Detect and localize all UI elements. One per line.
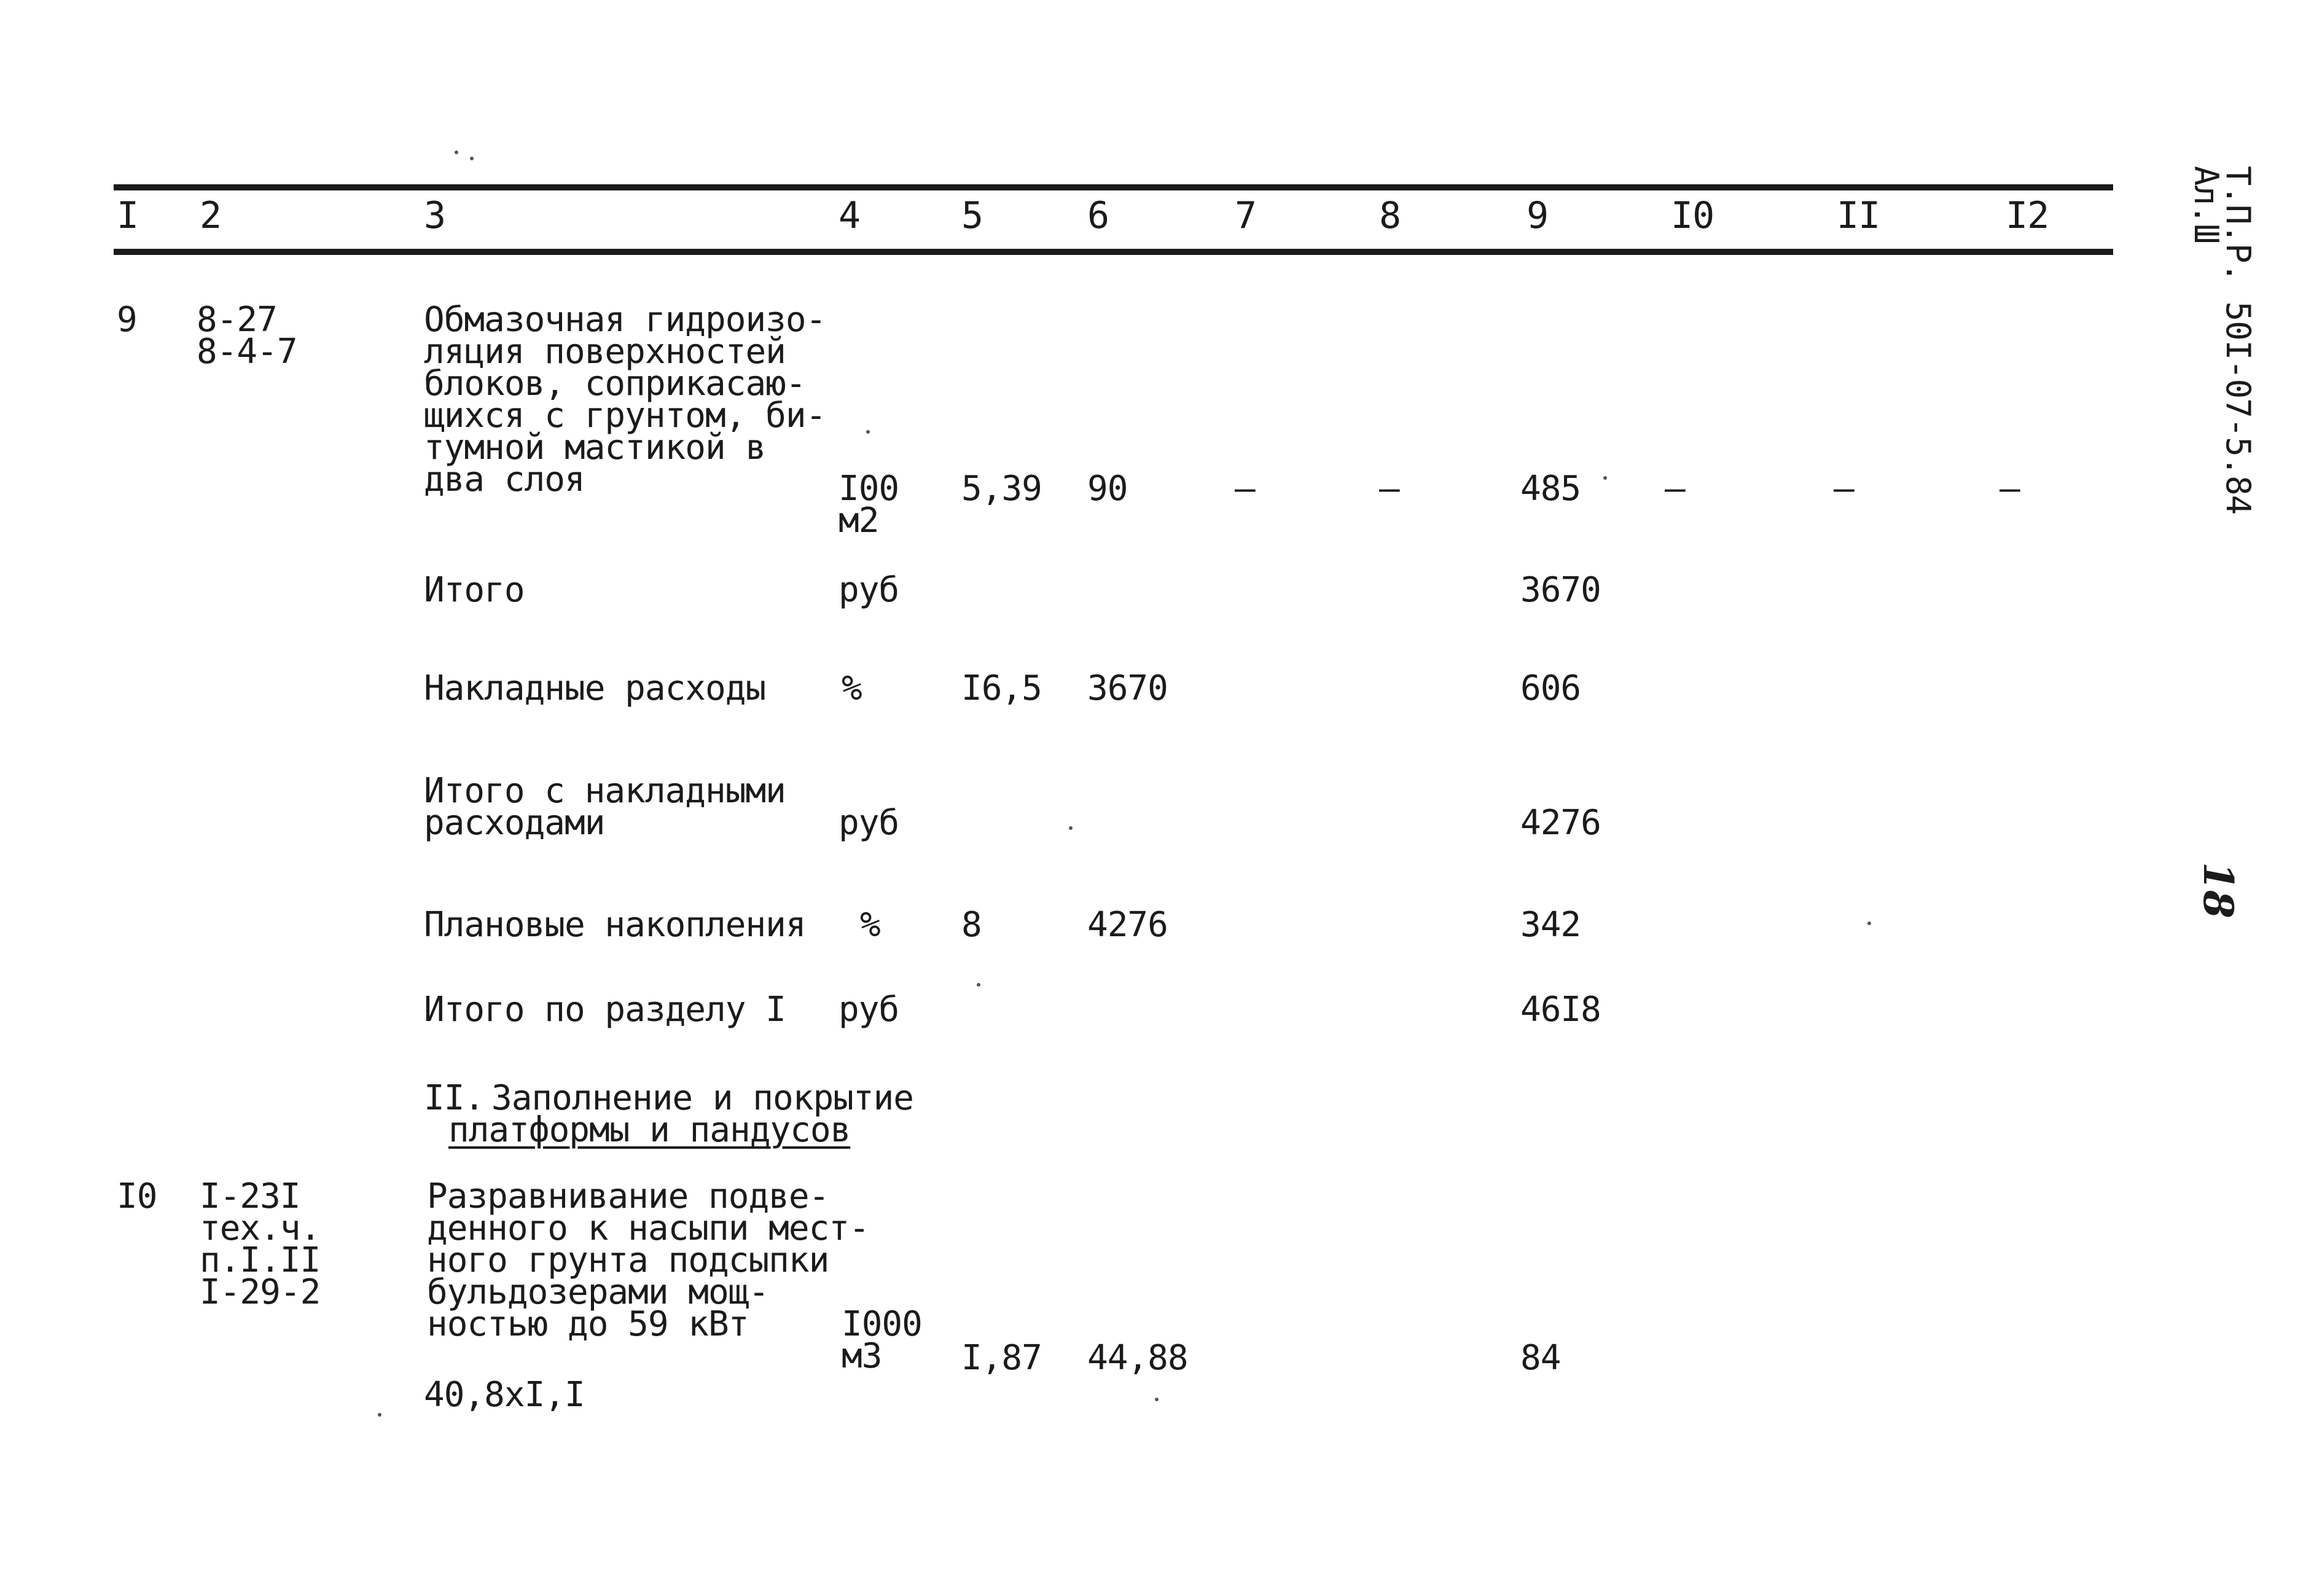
col-header-1: I (117, 194, 139, 237)
document-code: Т.П.Р. 50I-07-5.84 (2219, 166, 2258, 515)
scan-speck (1069, 826, 1073, 830)
row-col9: 84 (1520, 1338, 1561, 1378)
row-number: 9 (117, 300, 137, 340)
scan-speck (455, 151, 458, 154)
row-unit: руб (838, 570, 899, 610)
col-header-11: II (1837, 194, 1880, 237)
row-description: Обмазочная гидроизо- ляция поверхностей блоков, соприкасаю- щихся с грунтом, би- тумной мастикой в два слоя (424, 300, 826, 499)
row-col5: I6,5 (961, 668, 1042, 708)
row-unit: % (842, 668, 862, 708)
col-header-7: 7 (1235, 194, 1257, 237)
scan-speck (866, 430, 870, 434)
scan-speck (977, 983, 980, 987)
col-header-3: 3 (424, 194, 446, 237)
row-col6: 3670 (1087, 668, 1168, 708)
row-col9: 342 (1520, 905, 1581, 945)
col-header-12: I2 (2006, 194, 2049, 237)
section-title-line2: платформы и пандусов (448, 1110, 851, 1150)
row-col10: – (1665, 469, 1685, 509)
row-col5: 8 (961, 905, 982, 945)
row-col8: – (1379, 469, 1399, 509)
row-number: I0 (117, 1176, 157, 1216)
col-header-10: I0 (1671, 194, 1714, 237)
row-unit: I00 м2 (838, 469, 899, 541)
scan-speck (378, 1413, 381, 1417)
scan-speck (1155, 1398, 1159, 1401)
row-unit: I000 м3 (842, 1304, 922, 1376)
row-description: Итого (424, 570, 525, 610)
col-header-6: 6 (1087, 194, 1109, 237)
row-col11: – (1834, 469, 1854, 509)
scan-speck (1603, 476, 1607, 480)
page-number: 18 (2194, 862, 2242, 918)
album-number: Ал.Ш (2187, 166, 2226, 244)
row-description: Плановые накопления (424, 905, 806, 945)
col-header-5: 5 (961, 194, 983, 237)
row-col9: 485 (1520, 469, 1581, 509)
row-col12: – (2000, 469, 2020, 509)
row-formula: 40,8хI,I (424, 1375, 585, 1415)
row-col9: 4276 (1520, 803, 1601, 843)
row-col9: 3670 (1520, 570, 1601, 610)
row-unit: руб (838, 990, 899, 1030)
row-col7: – (1235, 469, 1255, 509)
row-description: Итого с накладными расходами (424, 771, 786, 843)
row-col6: 44,88 (1087, 1338, 1188, 1378)
scan-speck (1867, 921, 1871, 925)
row-code: 8-27 8-4-7 (197, 300, 297, 372)
col-header-9: 9 (1526, 194, 1549, 237)
col-header-4: 4 (838, 194, 861, 237)
document-code-label (2187, 166, 2258, 780)
row-col9: 46I8 (1520, 990, 1601, 1030)
row-description: Итого по разделу I (424, 990, 786, 1030)
table-top-rule (114, 184, 2113, 190)
row-col5: I,87 (961, 1338, 1042, 1378)
section-prefix: II. (424, 1078, 485, 1118)
row-code: I-23I тех.ч. п.I.II I-29-2 (200, 1176, 321, 1312)
row-col5: 5,39 (961, 469, 1042, 509)
row-col6: 4276 (1087, 905, 1168, 945)
row-col6: 90 (1087, 469, 1128, 509)
row-unit: % (860, 905, 880, 945)
col-header-8: 8 (1379, 194, 1401, 237)
row-description: Разравнивание подве- денного к насыпи мест- ного грунта подсыпки бульдозерами мощ- ностью до 59 кВт (427, 1176, 869, 1344)
table-header-rule (114, 249, 2113, 255)
row-col9: 606 (1520, 668, 1581, 708)
row-description: Накладные расходы (424, 668, 766, 708)
col-header-2: 2 (200, 194, 222, 237)
section-title-line1: Заполнение и покрытие (491, 1078, 914, 1118)
row-unit: руб (838, 803, 899, 843)
scan-speck (470, 157, 474, 160)
